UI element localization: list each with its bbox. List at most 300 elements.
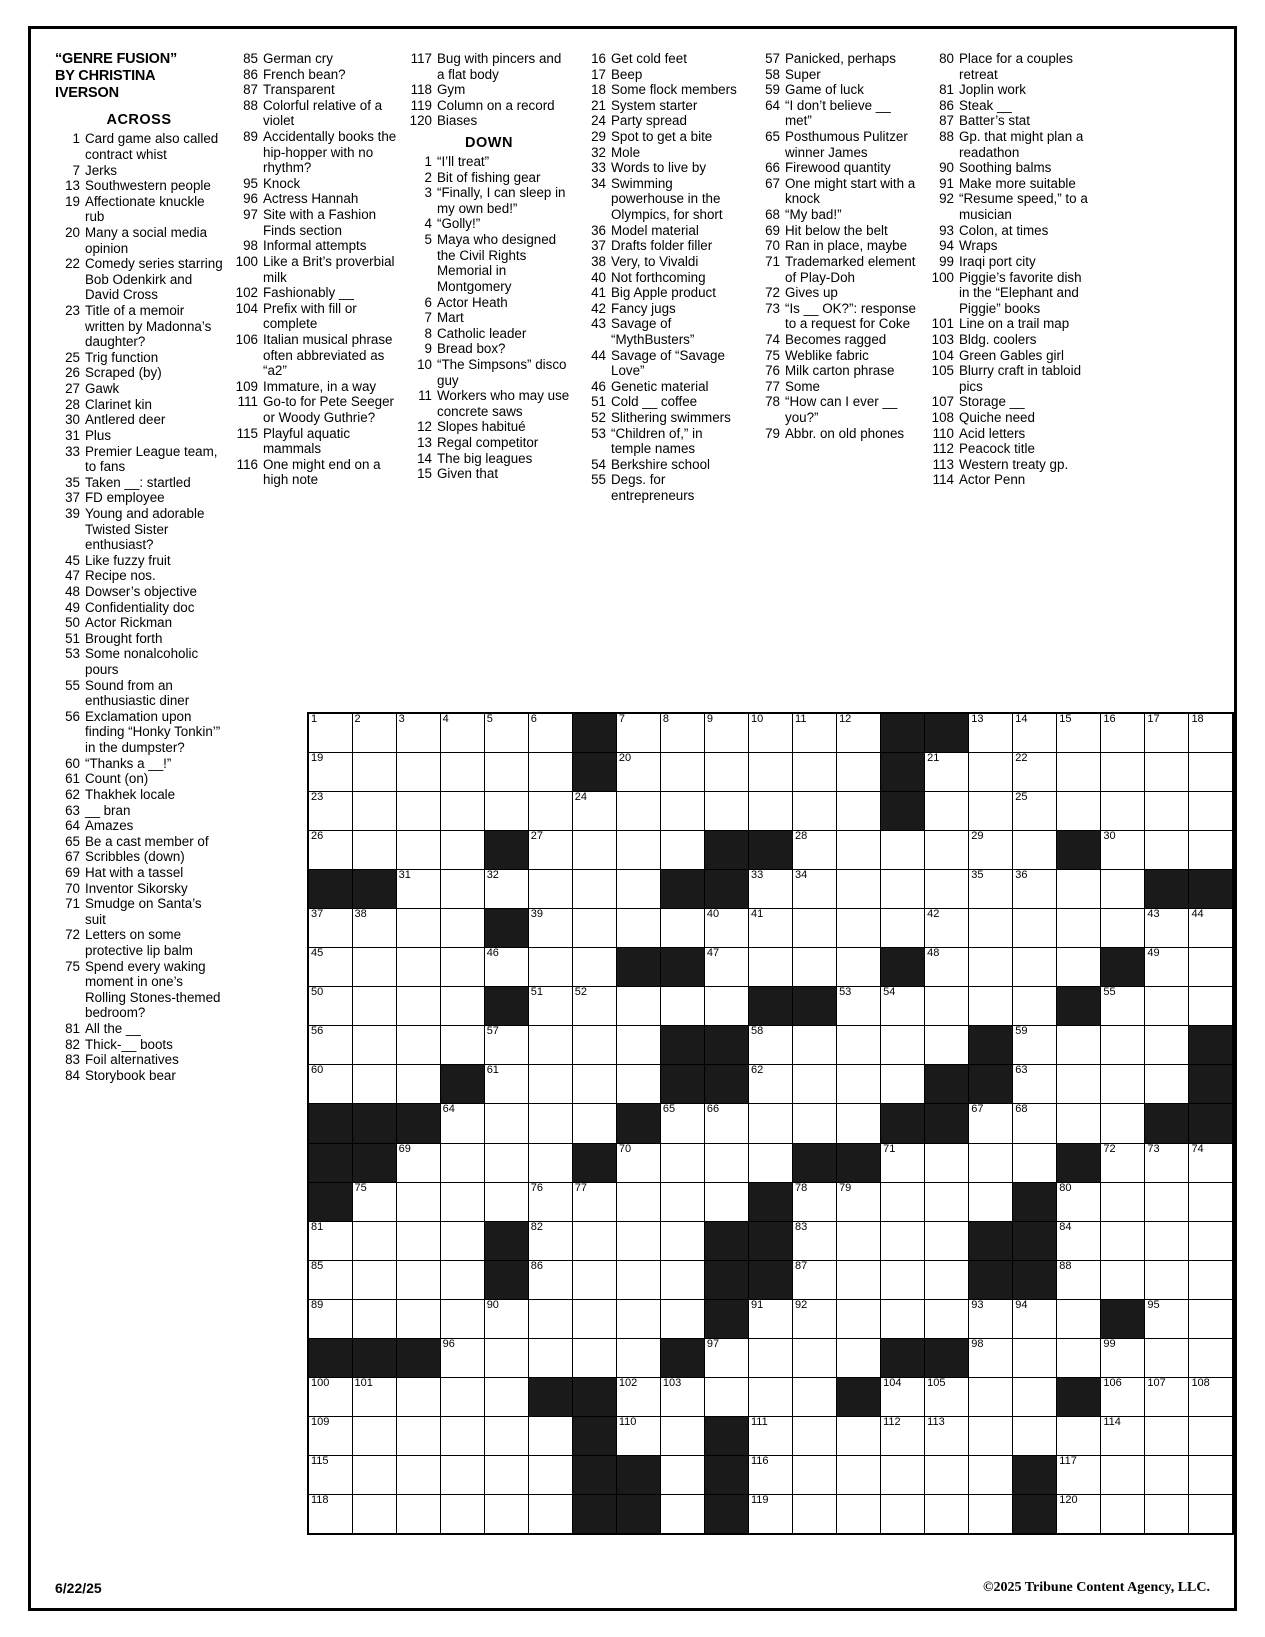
grid-cell[interactable] (1189, 1299, 1233, 1338)
grid-cell[interactable] (748, 1456, 792, 1495)
grid-cell[interactable] (1101, 1221, 1145, 1260)
grid-cell[interactable] (1145, 791, 1189, 830)
across-clue-119[interactable] (407, 98, 571, 114)
grid-cell[interactable] (1189, 1182, 1233, 1221)
grid-cell[interactable] (616, 1260, 660, 1299)
across-clue-111[interactable] (233, 394, 397, 425)
grid-cell[interactable] (440, 1143, 484, 1182)
grid-cell[interactable] (616, 1417, 660, 1456)
across-clue-35[interactable] (55, 475, 223, 491)
grid-cell[interactable] (352, 1260, 396, 1299)
grid-cell[interactable] (925, 1495, 969, 1534)
grid-cell[interactable] (484, 752, 528, 791)
grid-cell[interactable] (1189, 1378, 1233, 1417)
grid-cell[interactable] (1145, 1299, 1189, 1338)
grid-cell[interactable] (704, 1182, 748, 1221)
grid-cell[interactable] (396, 830, 440, 869)
grid-cell[interactable] (308, 1417, 352, 1456)
grid-cell[interactable] (1101, 1495, 1145, 1534)
grid-cell[interactable] (484, 1182, 528, 1221)
grid-cell[interactable] (352, 1182, 396, 1221)
grid-cell[interactable] (396, 1417, 440, 1456)
grid-cell[interactable] (484, 869, 528, 908)
grid-cell[interactable] (528, 869, 572, 908)
across-clue-116[interactable] (233, 457, 397, 488)
grid-cell[interactable] (1101, 1182, 1145, 1221)
grid-cell[interactable] (925, 1221, 969, 1260)
grid-cell[interactable] (925, 791, 969, 830)
grid-cell[interactable] (440, 869, 484, 908)
down-clue-87[interactable] (929, 113, 1093, 129)
grid-cell[interactable] (396, 713, 440, 752)
grid-cell[interactable] (1189, 987, 1233, 1026)
grid-cell[interactable] (616, 987, 660, 1026)
grid-cell[interactable] (969, 791, 1013, 830)
grid-cell[interactable] (1101, 1456, 1145, 1495)
grid-cell[interactable] (396, 1495, 440, 1534)
grid-cell[interactable] (484, 1417, 528, 1456)
down-clue-92[interactable] (929, 191, 1093, 222)
grid-cell[interactable] (308, 752, 352, 791)
grid-cell[interactable] (837, 1339, 881, 1378)
grid-cell[interactable] (1101, 1065, 1145, 1104)
grid-cell[interactable] (881, 1182, 925, 1221)
grid-cell[interactable] (1101, 1260, 1145, 1299)
down-clue-29[interactable] (581, 129, 745, 145)
down-clue-103[interactable] (929, 332, 1093, 348)
across-clue-7[interactable] (55, 163, 223, 179)
grid-cell[interactable] (1057, 1456, 1101, 1495)
across-clue-83[interactable] (55, 1052, 223, 1068)
grid-cell[interactable] (881, 1299, 925, 1338)
grid-cell[interactable] (484, 1495, 528, 1534)
grid-cell[interactable] (1145, 1417, 1189, 1456)
grid-cell[interactable] (528, 1495, 572, 1534)
grid-cell[interactable] (352, 1065, 396, 1104)
grid-cell[interactable] (1013, 948, 1057, 987)
grid-cell[interactable] (572, 830, 616, 869)
grid-cell[interactable] (1145, 1065, 1189, 1104)
across-clue-81[interactable] (55, 1021, 223, 1037)
grid-cell[interactable] (969, 713, 1013, 752)
down-clue-7[interactable] (407, 310, 571, 326)
grid-cell[interactable] (616, 1065, 660, 1104)
grid-cell[interactable] (1057, 1104, 1101, 1143)
grid-cell[interactable] (440, 713, 484, 752)
grid-cell[interactable] (969, 1143, 1013, 1182)
grid-cell[interactable] (396, 1182, 440, 1221)
grid-cell[interactable] (704, 908, 748, 947)
grid-cell[interactable] (1057, 713, 1101, 752)
grid-cell[interactable] (396, 1221, 440, 1260)
grid-cell[interactable] (660, 1104, 704, 1143)
grid-cell[interactable] (1013, 1104, 1057, 1143)
grid-cell[interactable] (440, 1339, 484, 1378)
grid-cell[interactable] (1189, 1143, 1233, 1182)
grid-cell[interactable] (660, 1495, 704, 1534)
grid-cell[interactable] (969, 1495, 1013, 1534)
grid-cell[interactable] (528, 1417, 572, 1456)
across-clue-109[interactable] (233, 379, 397, 395)
grid-cell[interactable] (1101, 1378, 1145, 1417)
down-clue-46[interactable] (581, 379, 745, 395)
grid-cell[interactable] (1101, 1339, 1145, 1378)
grid-cell[interactable] (1189, 791, 1233, 830)
grid-cell[interactable] (1189, 713, 1233, 752)
grid-cell[interactable] (969, 1182, 1013, 1221)
grid-cell[interactable] (793, 1495, 837, 1534)
down-clue-80[interactable] (929, 51, 1093, 82)
down-clue-113[interactable] (929, 457, 1093, 473)
grid-cell[interactable] (616, 1339, 660, 1378)
grid-cell[interactable] (748, 713, 792, 752)
down-clue-5[interactable] (407, 232, 571, 294)
grid-cell[interactable] (1013, 830, 1057, 869)
down-clue-99[interactable] (929, 254, 1093, 270)
grid-cell[interactable] (396, 1065, 440, 1104)
grid-cell[interactable] (308, 1221, 352, 1260)
grid-cell[interactable] (308, 1378, 352, 1417)
grid-cell[interactable] (1189, 908, 1233, 947)
grid-cell[interactable] (1013, 713, 1057, 752)
down-clue-72[interactable] (755, 285, 919, 301)
grid-cell[interactable] (616, 1143, 660, 1182)
grid-cell[interactable] (616, 869, 660, 908)
grid-cell[interactable] (308, 948, 352, 987)
across-clue-120[interactable] (407, 113, 571, 129)
grid-cell[interactable] (969, 948, 1013, 987)
down-clue-81[interactable] (929, 82, 1093, 98)
grid-cell[interactable] (440, 1378, 484, 1417)
grid-cell[interactable] (925, 1456, 969, 1495)
grid-cell[interactable] (308, 713, 352, 752)
grid-cell[interactable] (925, 1182, 969, 1221)
grid-cell[interactable] (793, 1260, 837, 1299)
across-clue-72[interactable] (55, 927, 223, 958)
across-clue-60[interactable] (55, 756, 223, 772)
across-clue-104[interactable] (233, 301, 397, 332)
grid-cell[interactable] (660, 713, 704, 752)
grid-cell[interactable] (616, 1299, 660, 1338)
grid-cell[interactable] (748, 869, 792, 908)
grid-cell[interactable] (1013, 1065, 1057, 1104)
grid-cell[interactable] (528, 987, 572, 1026)
across-clue-75[interactable] (55, 959, 223, 1021)
down-clue-68[interactable] (755, 207, 919, 223)
grid-cell[interactable] (925, 830, 969, 869)
down-clue-59[interactable] (755, 82, 919, 98)
grid-cell[interactable] (572, 1260, 616, 1299)
across-clue-71[interactable] (55, 896, 223, 927)
grid-cell[interactable] (969, 869, 1013, 908)
down-clue-42[interactable] (581, 301, 745, 317)
grid-cell[interactable] (1145, 1182, 1189, 1221)
grid-cell[interactable] (969, 830, 1013, 869)
grid-cell[interactable] (616, 1221, 660, 1260)
down-clue-93[interactable] (929, 223, 1093, 239)
grid-cell[interactable] (528, 908, 572, 947)
down-clue-65[interactable] (755, 129, 919, 160)
grid-cell[interactable] (704, 987, 748, 1026)
down-clue-67[interactable] (755, 176, 919, 207)
grid-cell[interactable] (352, 1456, 396, 1495)
grid-cell[interactable] (969, 987, 1013, 1026)
grid-cell[interactable] (1057, 791, 1101, 830)
grid-cell[interactable] (1101, 987, 1145, 1026)
down-clue-91[interactable] (929, 176, 1093, 192)
grid-cell[interactable] (837, 948, 881, 987)
grid-cell[interactable] (1057, 1299, 1101, 1338)
grid-cell[interactable] (969, 1378, 1013, 1417)
grid-cell[interactable] (837, 1104, 881, 1143)
across-clue-37[interactable] (55, 490, 223, 506)
grid-cell[interactable] (440, 908, 484, 947)
down-clue-104[interactable] (929, 348, 1093, 364)
grid-cell[interactable] (484, 713, 528, 752)
down-clue-11[interactable] (407, 388, 571, 419)
down-clue-69[interactable] (755, 223, 919, 239)
grid-cell[interactable] (660, 752, 704, 791)
grid-cell[interactable] (396, 1299, 440, 1338)
down-clue-16[interactable] (581, 51, 745, 67)
grid-cell[interactable] (1145, 1495, 1189, 1534)
grid-cell[interactable] (484, 1456, 528, 1495)
grid-cell[interactable] (528, 1456, 572, 1495)
grid-cell[interactable] (837, 713, 881, 752)
grid-cell[interactable] (704, 791, 748, 830)
grid-cell[interactable] (572, 987, 616, 1026)
down-clue-4[interactable] (407, 216, 571, 232)
grid-cell[interactable] (616, 908, 660, 947)
down-clue-37[interactable] (581, 238, 745, 254)
grid-cell[interactable] (1013, 752, 1057, 791)
grid-cell[interactable] (969, 908, 1013, 947)
down-clue-33[interactable] (581, 160, 745, 176)
across-clue-1[interactable] (55, 131, 223, 162)
grid-cell[interactable] (572, 1339, 616, 1378)
grid-cell[interactable] (396, 908, 440, 947)
grid-cell[interactable] (1189, 1260, 1233, 1299)
grid-cell[interactable] (352, 791, 396, 830)
down-clue-88[interactable] (929, 129, 1093, 160)
across-clue-96[interactable] (233, 191, 397, 207)
grid-cell[interactable] (1145, 948, 1189, 987)
down-clue-86[interactable] (929, 98, 1093, 114)
down-clue-15[interactable] (407, 466, 571, 482)
down-clue-24[interactable] (581, 113, 745, 129)
grid-cell[interactable] (881, 1221, 925, 1260)
down-clue-36[interactable] (581, 223, 745, 239)
grid-cell[interactable] (969, 1417, 1013, 1456)
grid-cell[interactable] (528, 791, 572, 830)
grid-cell[interactable] (1101, 713, 1145, 752)
grid-cell[interactable] (1013, 987, 1057, 1026)
grid-cell[interactable] (572, 869, 616, 908)
grid-cell[interactable] (748, 1065, 792, 1104)
grid-cell[interactable] (660, 1299, 704, 1338)
down-clue-21[interactable] (581, 98, 745, 114)
grid-cell[interactable] (308, 1026, 352, 1065)
down-clue-32[interactable] (581, 145, 745, 161)
across-clue-102[interactable] (233, 285, 397, 301)
down-clue-38[interactable] (581, 254, 745, 270)
grid-cell[interactable] (881, 1260, 925, 1299)
grid-cell[interactable] (528, 1026, 572, 1065)
grid-cell[interactable] (308, 987, 352, 1026)
grid-cell[interactable] (1189, 948, 1233, 987)
down-clue-58[interactable] (755, 67, 919, 83)
grid-cell[interactable] (925, 1143, 969, 1182)
grid-cell[interactable] (1189, 1456, 1233, 1495)
grid-cell[interactable] (1101, 791, 1145, 830)
down-clue-70[interactable] (755, 238, 919, 254)
grid-cell[interactable] (440, 1260, 484, 1299)
down-clue-17[interactable] (581, 67, 745, 83)
grid-cell[interactable] (1189, 1339, 1233, 1378)
grid-cell[interactable] (793, 1182, 837, 1221)
grid-cell[interactable] (837, 1065, 881, 1104)
down-clue-74[interactable] (755, 332, 919, 348)
grid-cell[interactable] (704, 1378, 748, 1417)
grid-cell[interactable] (793, 752, 837, 791)
grid-cell[interactable] (881, 1065, 925, 1104)
grid-cell[interactable] (748, 1378, 792, 1417)
grid-cell[interactable] (1057, 1417, 1101, 1456)
grid-cell[interactable] (660, 791, 704, 830)
grid-cell[interactable] (837, 1182, 881, 1221)
grid-cell[interactable] (572, 1026, 616, 1065)
grid-cell[interactable] (925, 1417, 969, 1456)
grid-cell[interactable] (881, 1456, 925, 1495)
grid-cell[interactable] (748, 1299, 792, 1338)
grid-cell[interactable] (837, 1026, 881, 1065)
grid-cell[interactable] (1145, 1260, 1189, 1299)
grid-cell[interactable] (793, 1417, 837, 1456)
grid-cell[interactable] (969, 1299, 1013, 1338)
grid-cell[interactable] (793, 1026, 837, 1065)
grid-cell[interactable] (704, 1143, 748, 1182)
grid-cell[interactable] (1013, 908, 1057, 947)
grid-cell[interactable] (1145, 1026, 1189, 1065)
down-clue-53[interactable] (581, 426, 745, 457)
grid-cell[interactable] (484, 948, 528, 987)
across-clue-13[interactable] (55, 178, 223, 194)
grid-cell[interactable] (881, 987, 925, 1026)
down-clue-1[interactable] (407, 154, 571, 170)
grid-cell[interactable] (837, 1495, 881, 1534)
grid-cell[interactable] (881, 1378, 925, 1417)
grid-cell[interactable] (1057, 1260, 1101, 1299)
grid-cell[interactable] (881, 1026, 925, 1065)
grid-cell[interactable] (1057, 1221, 1101, 1260)
grid-cell[interactable] (1057, 1026, 1101, 1065)
grid-cell[interactable] (793, 948, 837, 987)
grid-cell[interactable] (308, 791, 352, 830)
grid-cell[interactable] (660, 1456, 704, 1495)
down-clue-76[interactable] (755, 363, 919, 379)
grid-cell[interactable] (837, 1221, 881, 1260)
down-clue-8[interactable] (407, 326, 571, 342)
across-clue-26[interactable] (55, 365, 223, 381)
grid-cell[interactable] (528, 713, 572, 752)
across-clue-70[interactable] (55, 881, 223, 897)
grid-cell[interactable] (1057, 1339, 1101, 1378)
grid-cell[interactable] (616, 752, 660, 791)
grid-cell[interactable] (1057, 908, 1101, 947)
grid-cell[interactable] (484, 1065, 528, 1104)
across-clue-22[interactable] (55, 256, 223, 303)
across-clue-27[interactable] (55, 381, 223, 397)
grid-cell[interactable] (969, 1104, 1013, 1143)
grid-cell[interactable] (837, 1299, 881, 1338)
grid-cell[interactable] (484, 1378, 528, 1417)
grid-cell[interactable] (660, 1260, 704, 1299)
grid-cell[interactable] (837, 987, 881, 1026)
grid-cell[interactable] (925, 1260, 969, 1299)
grid-cell[interactable] (528, 1182, 572, 1221)
grid-cell[interactable] (396, 948, 440, 987)
grid-cell[interactable] (528, 1104, 572, 1143)
across-clue-45[interactable] (55, 553, 223, 569)
crossword-grid[interactable] (307, 712, 1234, 1535)
grid-cell[interactable] (528, 1260, 572, 1299)
grid-cell[interactable] (881, 830, 925, 869)
down-clue-112[interactable] (929, 441, 1093, 457)
grid-cell[interactable] (925, 908, 969, 947)
grid-cell[interactable] (1189, 1417, 1233, 1456)
grid-cell[interactable] (1145, 830, 1189, 869)
grid-cell[interactable] (1057, 752, 1101, 791)
grid-cell[interactable] (484, 1299, 528, 1338)
grid-cell[interactable] (969, 1339, 1013, 1378)
across-clue-56[interactable] (55, 709, 223, 756)
grid-cell[interactable] (660, 987, 704, 1026)
grid-cell[interactable] (616, 1378, 660, 1417)
grid-cell[interactable] (660, 1378, 704, 1417)
grid-cell[interactable] (793, 713, 837, 752)
grid-cell[interactable] (484, 1339, 528, 1378)
grid-cell[interactable] (1013, 1299, 1057, 1338)
across-clue-87[interactable] (233, 82, 397, 98)
grid-cell[interactable] (352, 1221, 396, 1260)
grid-cell[interactable] (837, 1260, 881, 1299)
grid-cell[interactable] (308, 908, 352, 947)
grid-cell[interactable] (1145, 1378, 1189, 1417)
down-clue-55[interactable] (581, 472, 745, 503)
grid-cell[interactable] (925, 1026, 969, 1065)
across-clue-98[interactable] (233, 238, 397, 254)
across-clue-31[interactable] (55, 428, 223, 444)
down-clue-90[interactable] (929, 160, 1093, 176)
grid-cell[interactable] (660, 1417, 704, 1456)
grid-cell[interactable] (352, 908, 396, 947)
down-clue-66[interactable] (755, 160, 919, 176)
grid-cell[interactable] (572, 908, 616, 947)
grid-cell[interactable] (925, 948, 969, 987)
across-clue-65[interactable] (55, 834, 223, 850)
grid-cell[interactable] (748, 1417, 792, 1456)
grid-cell[interactable] (1145, 1221, 1189, 1260)
grid-cell[interactable] (1189, 1495, 1233, 1534)
grid-cell[interactable] (793, 869, 837, 908)
across-clue-82[interactable] (55, 1037, 223, 1053)
grid-cell[interactable] (352, 1417, 396, 1456)
grid-cell[interactable] (352, 1495, 396, 1534)
across-clue-53[interactable] (55, 646, 223, 677)
grid-cell[interactable] (748, 948, 792, 987)
down-clue-110[interactable] (929, 426, 1093, 442)
across-clue-62[interactable] (55, 787, 223, 803)
